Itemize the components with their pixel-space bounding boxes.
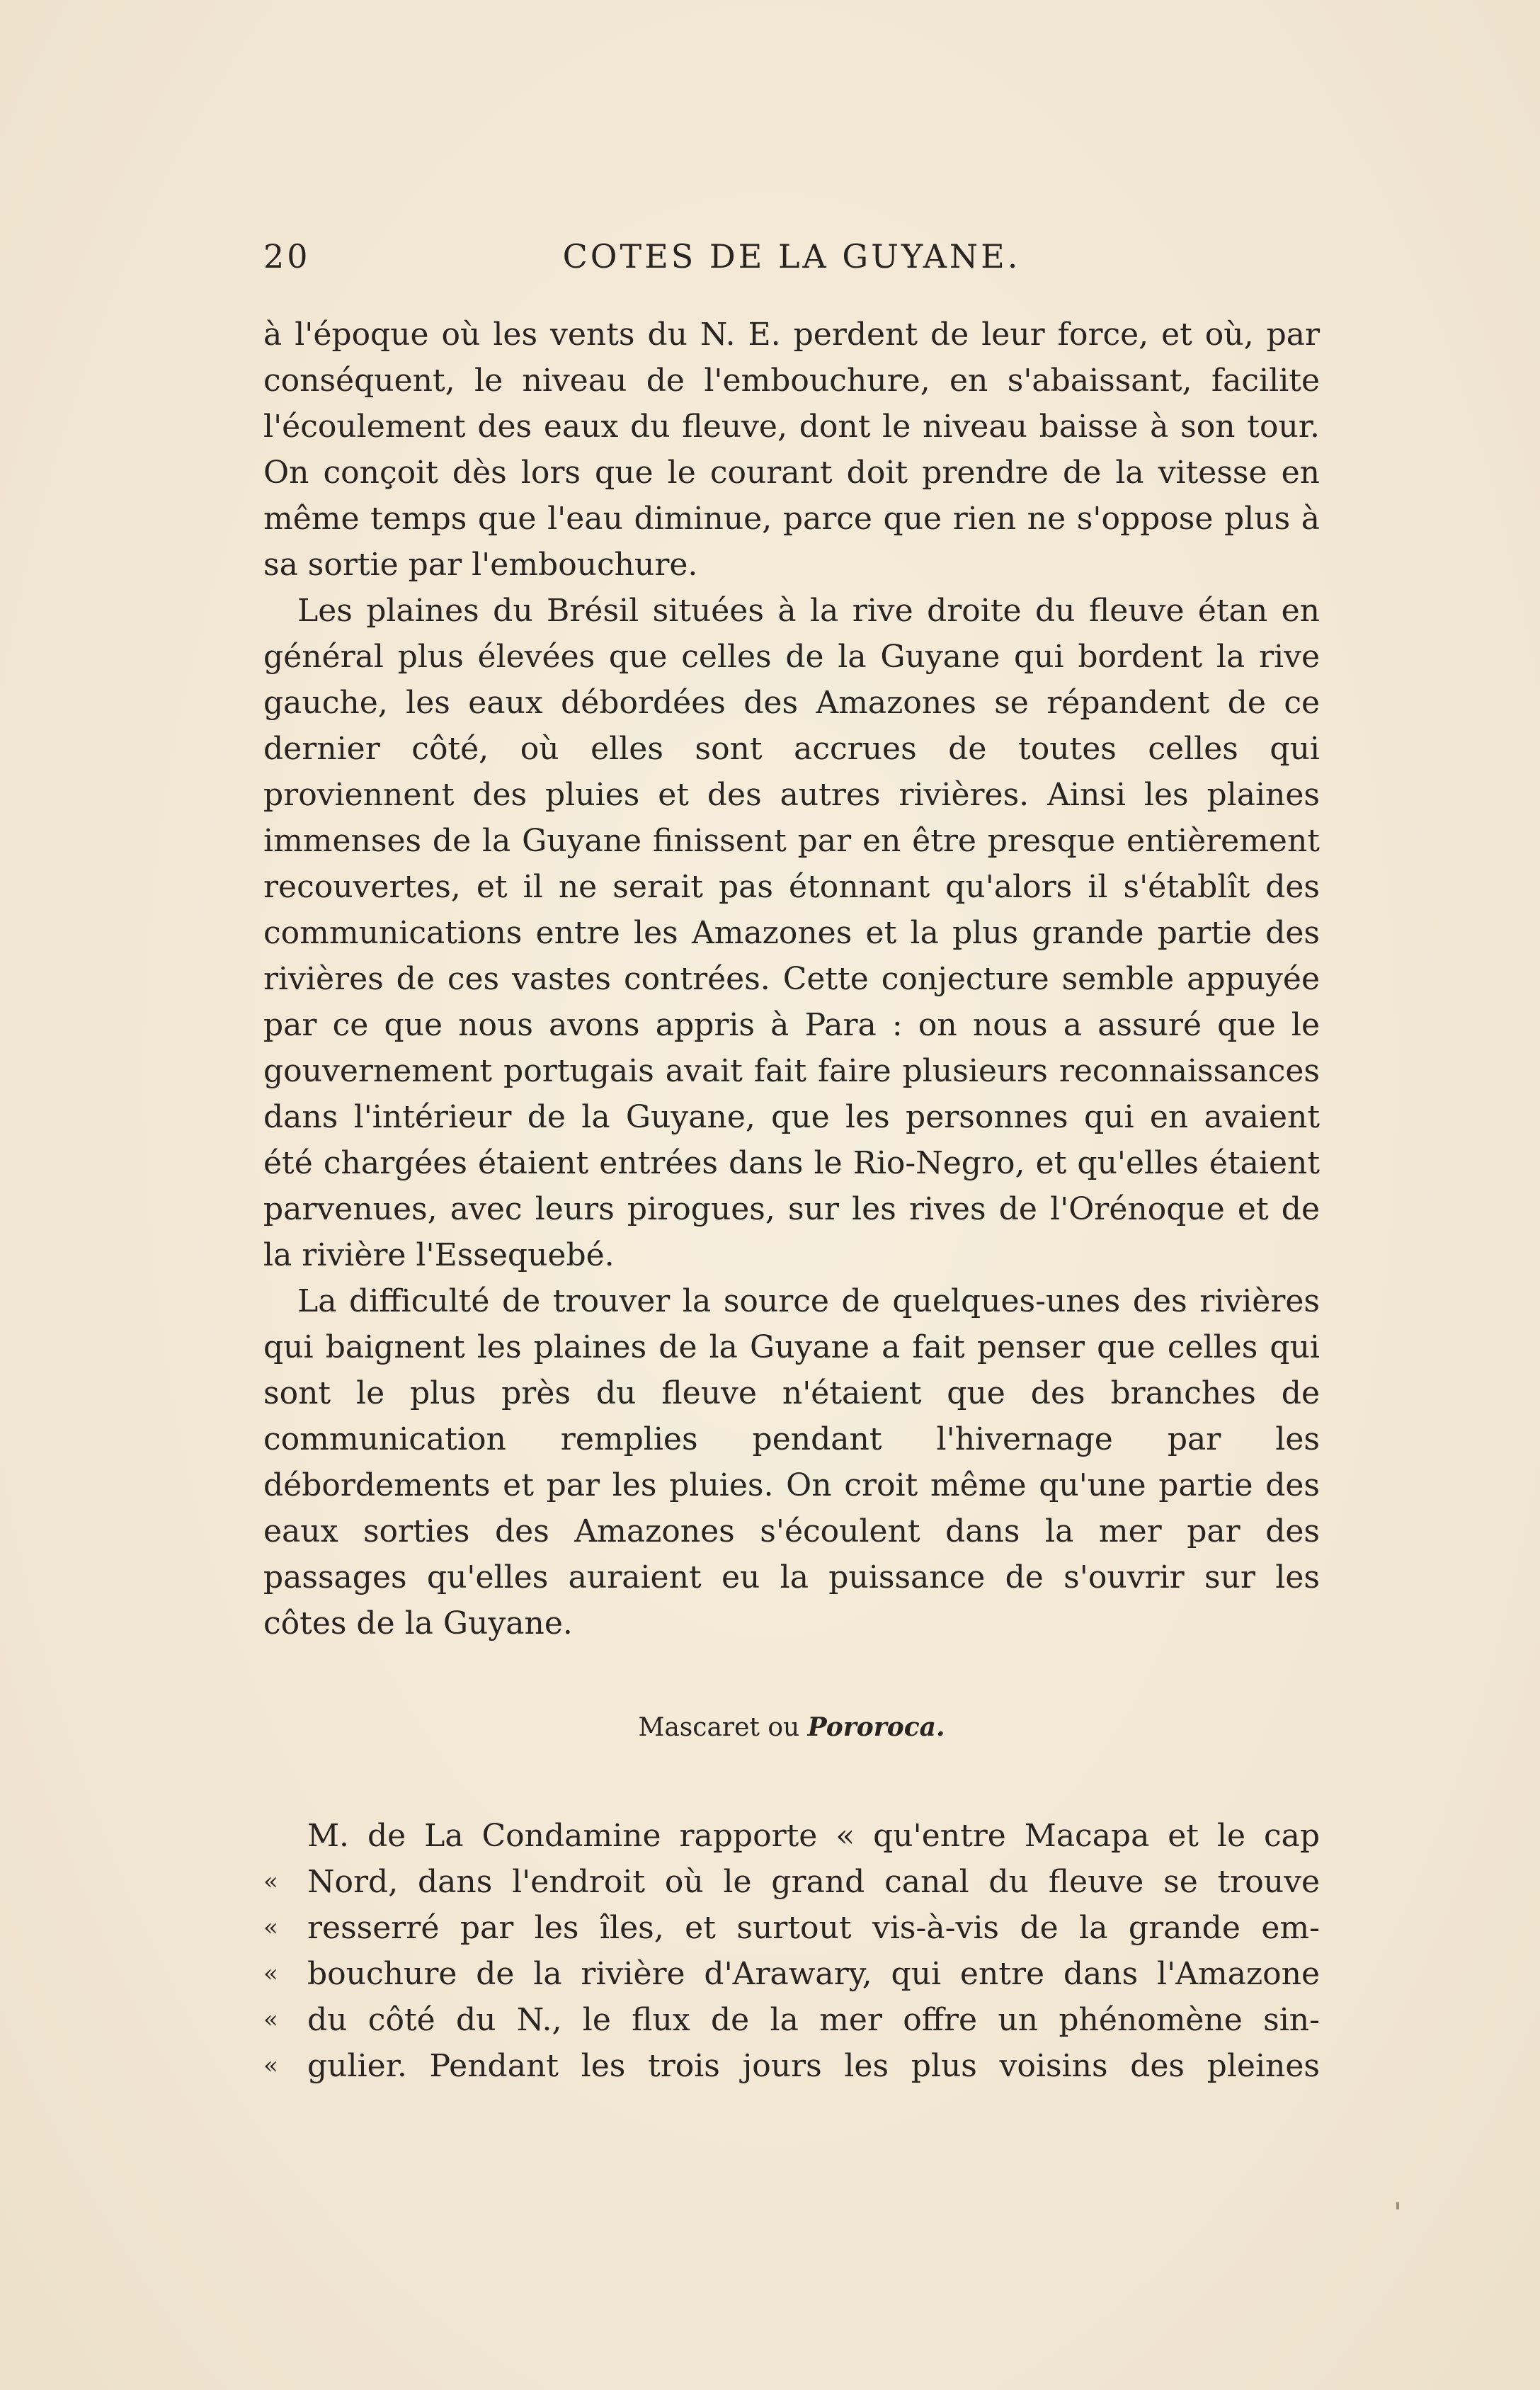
quote-mark: « xyxy=(263,2005,278,2034)
quote-line-6 xyxy=(263,2043,1320,2089)
paragraph-1: à l'époque où les vents du N. E. perdent de leur force, et où, par conséquent, le niveau de l'embouchure, en s'abaissant, facilite l'écoulement des eaux du fleuve, dont le niveau baisse à son tour. On conçoit dès lors que le courant doit prendre de la vitesse en même temps que l'eau diminue, parce que rien ne s'oppose plus à sa sortie par l'embouchure. xyxy=(263,317,1320,583)
quote-line-4 xyxy=(263,1951,1320,1997)
quote-line-text: gulier. Pendant les trois jours les plus voisins des pleines xyxy=(307,2048,1320,2084)
paragraph-2: Les plaines du Brésil situées à la rive droite du fleuve étan en général plus élevées que celles de la Guyane qui bordent la rive gauche, les eaux débordées des Amazones se répandent de ce dernier côté, où elles sont accrues de toutes celles qui proviennent des pluies et des autres rivières. Ainsi les plaines immenses de la Guyane finissent par en être presque entièrement recouvertes, et il ne serait pas étonnant qu'alors il s'établît des communications entre les Amazones et la plus grande partie des rivières de ces vastes contrées. Cette conjecture semble appuyée par ce que nous avons appris à Para : on nous a assuré que le gouvernement portugais avait fait faire plusieurs reconnaissances dans l'intérieur de la Guyane, que les personnes qui en avaient été chargées étaient entrées dans le Rio-Negro, et qu'elles étaient parvenues, avec leurs pirogues, sur les rives de l'Orénoque et de la rivière l'Essequebé. xyxy=(263,593,1320,1273)
quote-mark: « xyxy=(263,1867,278,1896)
quote-line-text: M. de La Condamine rapporte « qu'entre Macapa et le cap xyxy=(307,1818,1320,1854)
quote-line-1 xyxy=(263,1813,1320,1859)
quote-line-text: Nord, dans l'endroit où le grand canal du fleuve se trouve xyxy=(307,1864,1320,1900)
section-title-plain: Mascaret ou xyxy=(638,1713,808,1742)
quote-line-2 xyxy=(263,1859,1320,1905)
section-title-italic: Pororoca. xyxy=(807,1712,945,1742)
page-header xyxy=(263,237,1320,287)
body-text xyxy=(263,312,1320,1646)
quote-line-text: resserré par les îles, et surtout vis-à-vis de la grande em- xyxy=(307,1910,1320,1946)
quote-line-text: bouchure de la rivière d'Arawary, qui entre dans l'Amazone xyxy=(307,1956,1320,1992)
quote-line-3 xyxy=(263,1905,1320,1951)
page-number: 20 xyxy=(263,237,311,275)
quote-mark: « xyxy=(263,1913,278,1942)
quote-line-text: du côté du N., le flux de la mer offre un phénomène sin- xyxy=(307,2002,1320,2038)
section-title xyxy=(263,1712,1320,1742)
paper-speck xyxy=(1396,2202,1399,2209)
quote-mark: « xyxy=(263,2052,278,2080)
running-title: COTES DE LA GUYANE. xyxy=(562,237,1021,275)
quote-block xyxy=(263,1813,1320,2089)
paragraph-3: La difficulté de trouver la source de quelques-unes des rivières qui baignent les plaines de la Guyane a fait penser que celles qui sont le plus près du fleuve n'étaient que des branches de communication remplies pendant l'hivernage par les débordements et par les pluies. On croit même qu'une partie des eaux sorties des Amazones s'écoulent dans la mer par des passages qu'elles auraient eu la puissance de s'ouvrir sur les côtes de la Guyane. xyxy=(263,1283,1320,1641)
quote-mark: « xyxy=(263,1959,278,1988)
quote-line-5 xyxy=(263,1997,1320,2043)
